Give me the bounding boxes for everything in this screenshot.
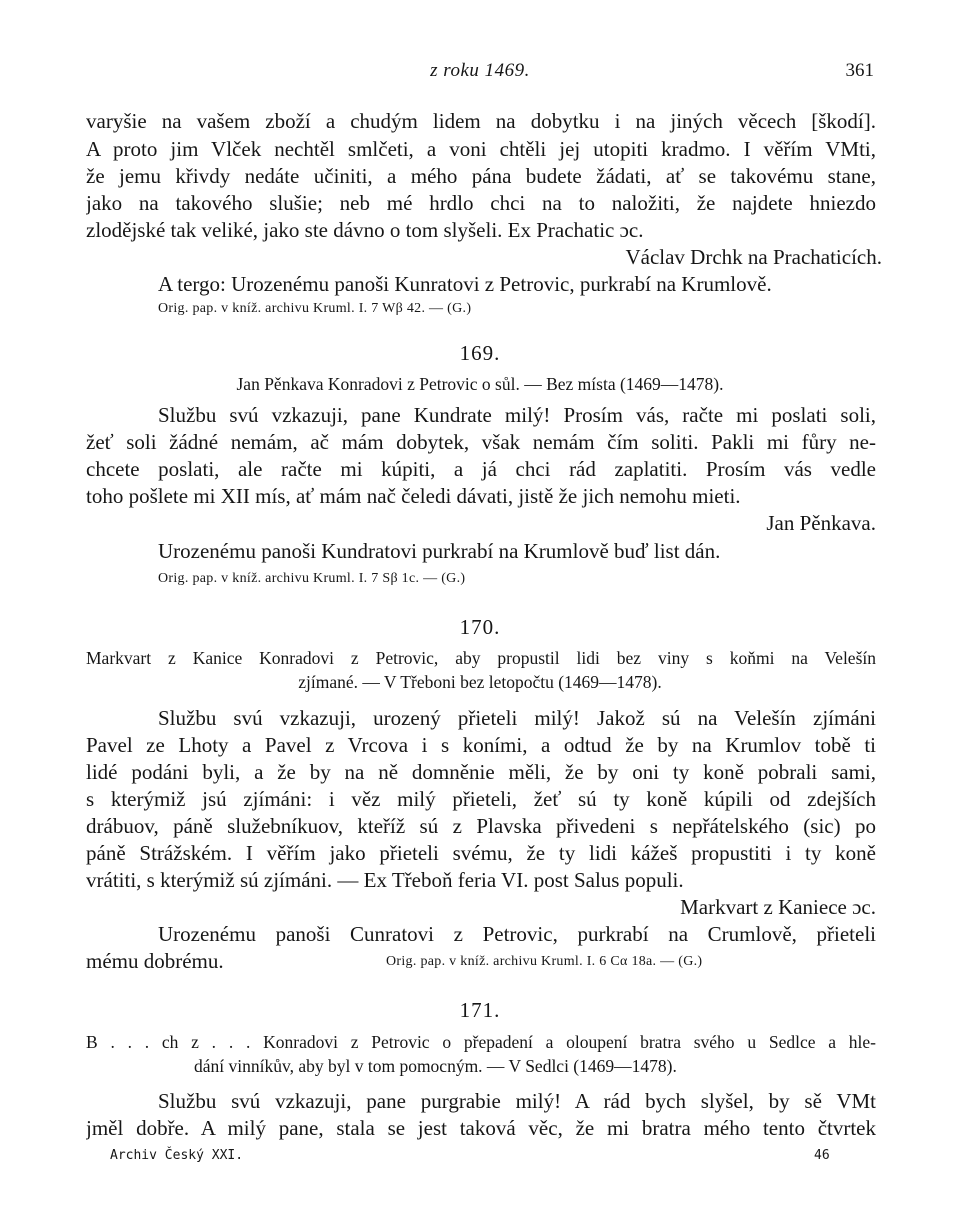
letter-number: 170. [459,615,501,639]
signature: Václav Drchk na Prachaticích. [625,245,882,269]
body-line: A proto jim Vlček nechtěl smlčeti, a voni chtěli jej utopiti kradmo. I věřím VMti, [86,137,876,161]
body-line: jako na takového slušie; neb mé hrdlo chci na to naložiti, že najdete hniezdo [86,191,876,215]
signature: Jan Pěnkava. [766,511,876,535]
body-line: chcete poslati, ale račte mi kúpiti, a já chci rád zaplatiti. Prosím vás vedle [86,457,876,481]
body-line: že jemu křivdy nedáte učiniti, a mého pána budete žádati, ať se takovému stane, [86,164,876,188]
regest: B . . . ch z . . . Konradovi z Petrovic o přepadení a oloupení bratra svého u Sedlce a hle- [86,1032,876,1052]
source-note: Orig. pap. v kníž. archivu Kruml. I. 7 Wβ 42. — (G.) [158,301,472,316]
letter-number: 169. [459,341,501,365]
body-line: lidé podáni byli, a že by na ně domněnie měli, že by oni ty koně pobrali sami, [86,760,876,784]
page-number: 361 [845,60,874,81]
body-line-last: toho pošlete mi XII mís, ať mám nač čeledi dávati, jistě že jich nemohu mieti. [86,484,741,508]
letter-number: 171. [459,998,501,1022]
signature-mark: Archiv Český XXI. [110,1148,244,1163]
body-line: varyšie na vašem zboží a chudým lidem na dobytku i na jiných věcech [škodí]. [86,109,876,133]
body-line: Pavel ze Lhoty a Pavel z Vrcova i s koními, a odtud že by na Krumlov tobě ti [86,733,876,757]
sheet-number: 46 [814,1148,830,1163]
body-line: Službu svú vzkazuji, urozený přieteli milý! Jakož sú na Velešín zjímáni [158,706,876,730]
body-line: Službu svú vzkazuji, pane purgrabie milý! A rád bych slyšel, by sě VMt [158,1089,876,1113]
address-continued: mému dobrému. [86,949,224,973]
regest: Markvart z Kanice Konradovi z Petrovic, aby propustil lidi bez viny s koňmi na Velešín [86,648,876,668]
address: A tergo: Urozenému panoši Kunratovi z Petrovic, purkrabí na Krumlově. [158,272,772,296]
body-line-last: zlodějské tak veliké, jako ste dávno o tom slyšeli. Ex Prachatic ɔc. [86,218,644,242]
signature: Markvart z Kaniece ɔc. [680,895,876,919]
body-line: s kterýmiž jsú zjímáni: i věz milý přieteli, žeť sú ty koně kúpili od zdejších [86,787,876,811]
body-line-last: vrátiti, s kterýmiž sú zjímáni. — Ex Třeboň feria VI. post Salus populi. [86,868,684,892]
running-head: z roku 1469. [430,60,530,81]
regest: dání vinníkův, aby byl v tom pomocným. — V Sedlci (1469—1478). [194,1056,677,1076]
body-line: žeť soli žádné nemám, ač mám dobytek, však nemám čím soliti. Pakli mi fůry ne- [86,430,876,454]
body-line: jměl dobře. A milý pane, stala se jest taková věc, že mi bratra mého tento čtvrtek [86,1116,876,1140]
body-line: páně Strážském. I věřím jako přieteli svému, že ty lidi kážeš propustiti i ty koně [86,841,876,865]
source-note: Orig. pap. v kníž. archivu Kruml. I. 7 Sβ 1c. — (G.) [158,571,466,586]
source-note: Orig. pap. v kníž. archivu Kruml. I. 6 Cα 18a. — (G.) [386,954,703,969]
body-line: drábuov, páně služebníkuov, kteříž sú z Plavska přivedeni s nepřátelského (sic) po [86,814,876,838]
regest: zjímané. — V Třeboni bez letopočtu (1469—1478). [298,672,662,692]
address: Urozenému panoši Kundratovi purkrabí na Krumlově buď list dán. [158,539,721,563]
body-line: Službu svú vzkazuji, pane Kundrate milý! Prosím vás, račte mi poslati soli, [158,403,876,427]
regest: Jan Pěnkava Konradovi z Petrovic o sůl. — Bez místa (1469—1478). [236,374,724,394]
address: Urozenému panoši Cunratovi z Petrovic, purkrabí na Crumlově, přieteli [158,922,876,946]
